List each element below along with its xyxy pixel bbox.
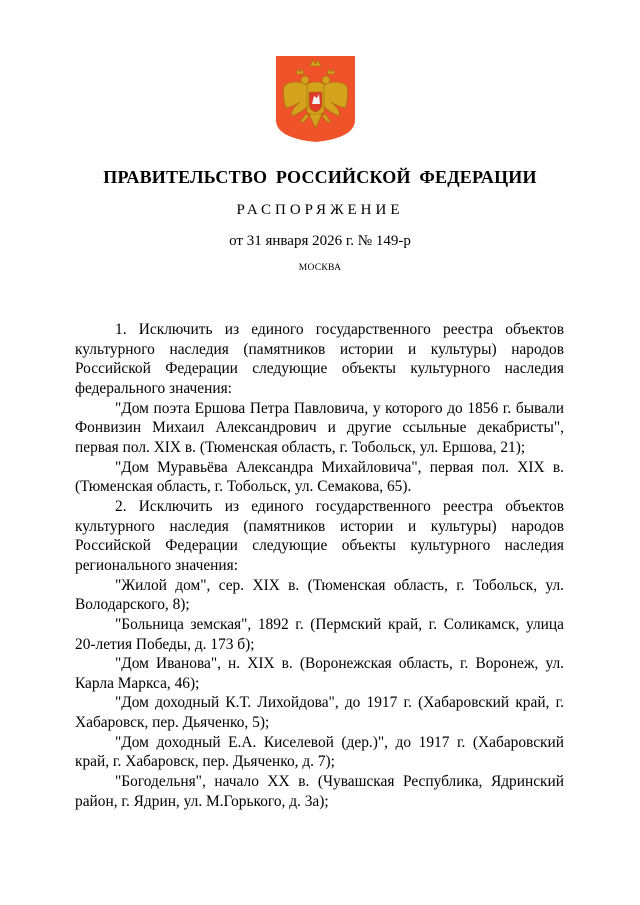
paragraph: "Дом доходный К.Т. Лихойдова", до 1917 г. (Хабаровский край, г. Хабаровск, пер. Дьяченко, 5); [75,694,564,732]
paragraph: 2. Исключить из единого государственного реестра объектов культурного наследия (памятников истории и культуры) народов Российской Федерации следующие объекты культурного наследия регионального значения: [75,497,564,574]
document-body [75,320,564,811]
document-date-number: от 31 января 2026 г. № 149-р [229,233,411,249]
paragraph: "Дом Муравьёва Александра Михайловича", первая пол. XIX в. (Тюменская область, г. Тобольск, ул. Семакова, 65). [75,458,564,496]
paragraph: "Дом доходный Е.А. Киселевой (дер.)", до 1917 г. (Хабаровский край, г. Хабаровск, пер. Дьяченко, д. 7); [75,733,564,771]
paragraph: "Дом Иванова", н. XIX в. (Воронежская область, г. Воронеж, ул. Карла Маркса, 46); [75,655,564,692]
paragraph: "Жилой дом", сер. XIX в. (Тюменская область, г. Тобольск, ул. Володарского, 8); [75,576,564,614]
document-city: МОСКВА [298,263,342,273]
coat-of-arms-icon [276,56,355,142]
paragraph: "Богодельня", начало XX в. (Чувашская Республика, Ядринский район, г. Ядрин, ул. М.Горького, д. 3а); [75,773,564,810]
paragraph: "Дом поэта Ершова Петра Павловича, у которого до 1856 г. бывали Фонвизин Михаил Александрович и другие ссыльные декабристы", первая пол. XIX в. (Тюменская область, г. Тобольск, ул. Ершова, 21); [75,399,564,456]
government-title: ПРАВИТЕЛЬСТВО РОССИЙСКОЙ ФЕДЕРАЦИИ [103,167,537,187]
paragraph: "Больница земская", 1892 г. (Пермский край, г. Соликамск, улица 20-летия Победы, д. 173 б); [75,615,564,653]
document-type: РАСПОРЯЖЕНИЕ [236,202,404,218]
paragraph: 1. Исключить из единого государственного реестра объектов культурного наследия (памятников истории и культуры) народов Российской Федерации следующие объекты культурного наследия федерального значения: [75,321,564,397]
